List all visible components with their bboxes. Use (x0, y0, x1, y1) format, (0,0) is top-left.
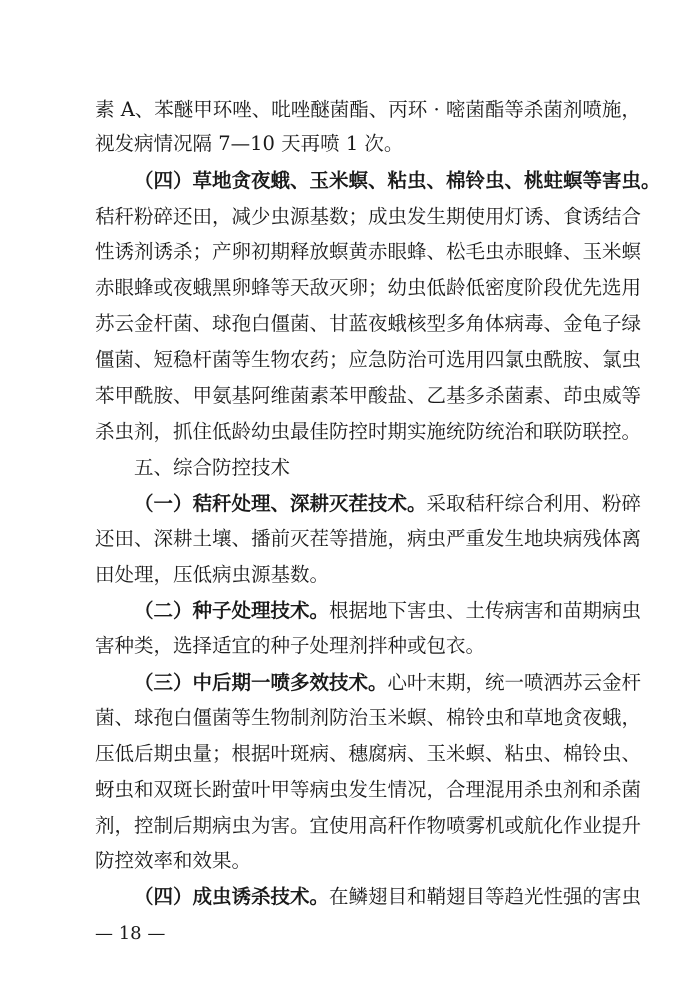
subsection-text-4: 在鳞翅目和鞘翅目等趋光性强的害虫 (329, 885, 642, 908)
body-line-20: 蚜虫和双斑长跗萤叶甲等病虫发生情况，合理混用杀虫剂和杀菌 (95, 778, 642, 801)
body-line-14: 田处理，压低病虫源基数。 (95, 563, 330, 586)
body-line-10: 杀虫剂，抓住低龄幼虫最佳防控时期实施统防统治和联防联控。 (95, 420, 642, 443)
subsection-heading-3: （三）中后期一喷多效技术。 (134, 671, 388, 694)
body-line-7: 苏云金杆菌、球孢白僵菌、甘蓝夜蛾核型多角体病毒、金龟子绿 (95, 312, 642, 335)
subsection-heading-4: （四）成虫诱杀技术。 (134, 885, 330, 908)
body-line-4: 秸秆粉碎还田，减少虫源基数；成虫发生期使用灯诱、食诱结合 (95, 205, 642, 228)
body-line-9: 苯甲酰胺、甲氨基阿维菌素苯甲酸盐、乙基多杀菌素、茚虫威等 (95, 384, 642, 407)
subsection-one-spray (134, 671, 642, 695)
subsection-heading-1: （一）秸秆处理、深耕灭茬技术。 (134, 492, 427, 515)
body-line-19: 压低后期虫量；根据叶斑病、穗腐病、玉米螟、粘虫、棉铃虫、 (95, 742, 642, 765)
subsection-text-3: 心叶末期，统一喷洒苏云金杆 (387, 671, 642, 694)
body-line-16: 害种类，选择适宜的种子处理剂拌种或包衣。 (95, 634, 486, 657)
body-line-6: 赤眼蜂或夜蛾黑卵蜂等天敌灭卵；幼虫低龄低密度阶段优先选用 (95, 276, 642, 299)
section-title-integrated-control: 五、综合防控技术 (134, 456, 291, 479)
subsection-adult-trapping (134, 885, 642, 909)
body-line-13: 还田、深耕土壤、播前灭茬等措施，病虫严重发生地块病残体离 (95, 527, 642, 550)
body-line-22: 防控效率和效果。 (95, 849, 252, 872)
body-line-8: 僵菌、短稳杆菌等生物农药；应急防治可选用四氯虫酰胺、氯虫 (95, 348, 642, 371)
page-number: — 18 — (95, 923, 166, 944)
subsection-seed-treatment (134, 599, 642, 623)
subsection-straw-treatment (134, 492, 642, 516)
body-line-21: 剂，控制后期病虫为害。宜使用高秆作物喷雾机或航化作业提升 (95, 814, 642, 837)
body-line-5: 性诱剂诱杀；产卵初期释放螟黄赤眼蜂、松毛虫赤眼蜂、玉米螟 (95, 240, 642, 263)
body-line-2: 视发病情况隔 7—10 天再喷 1 次。 (95, 132, 404, 155)
body-line-18: 菌、球孢白僵菌等生物制剂防治玉米螟、棉铃虫和草地贪夜蛾， (95, 706, 642, 729)
subsection-heading-2: （二）种子处理技术。 (134, 599, 330, 622)
body-line-1: 素 A、苯醚甲环唑、吡唑醚菌酯、丙环 · 嘧菌酯等杀菌剂喷施， (95, 98, 641, 121)
subsection-text-2: 根据地下害虫、土传病害和苗期病虫 (329, 599, 642, 622)
subsection-text-1: 采取秸秆综合利用、粉碎 (426, 492, 642, 515)
section-heading-armyworm: （四）草地贪夜蛾、玉米螟、粘虫、棉铃虫、桃蛀螟等害虫。 (134, 169, 661, 192)
